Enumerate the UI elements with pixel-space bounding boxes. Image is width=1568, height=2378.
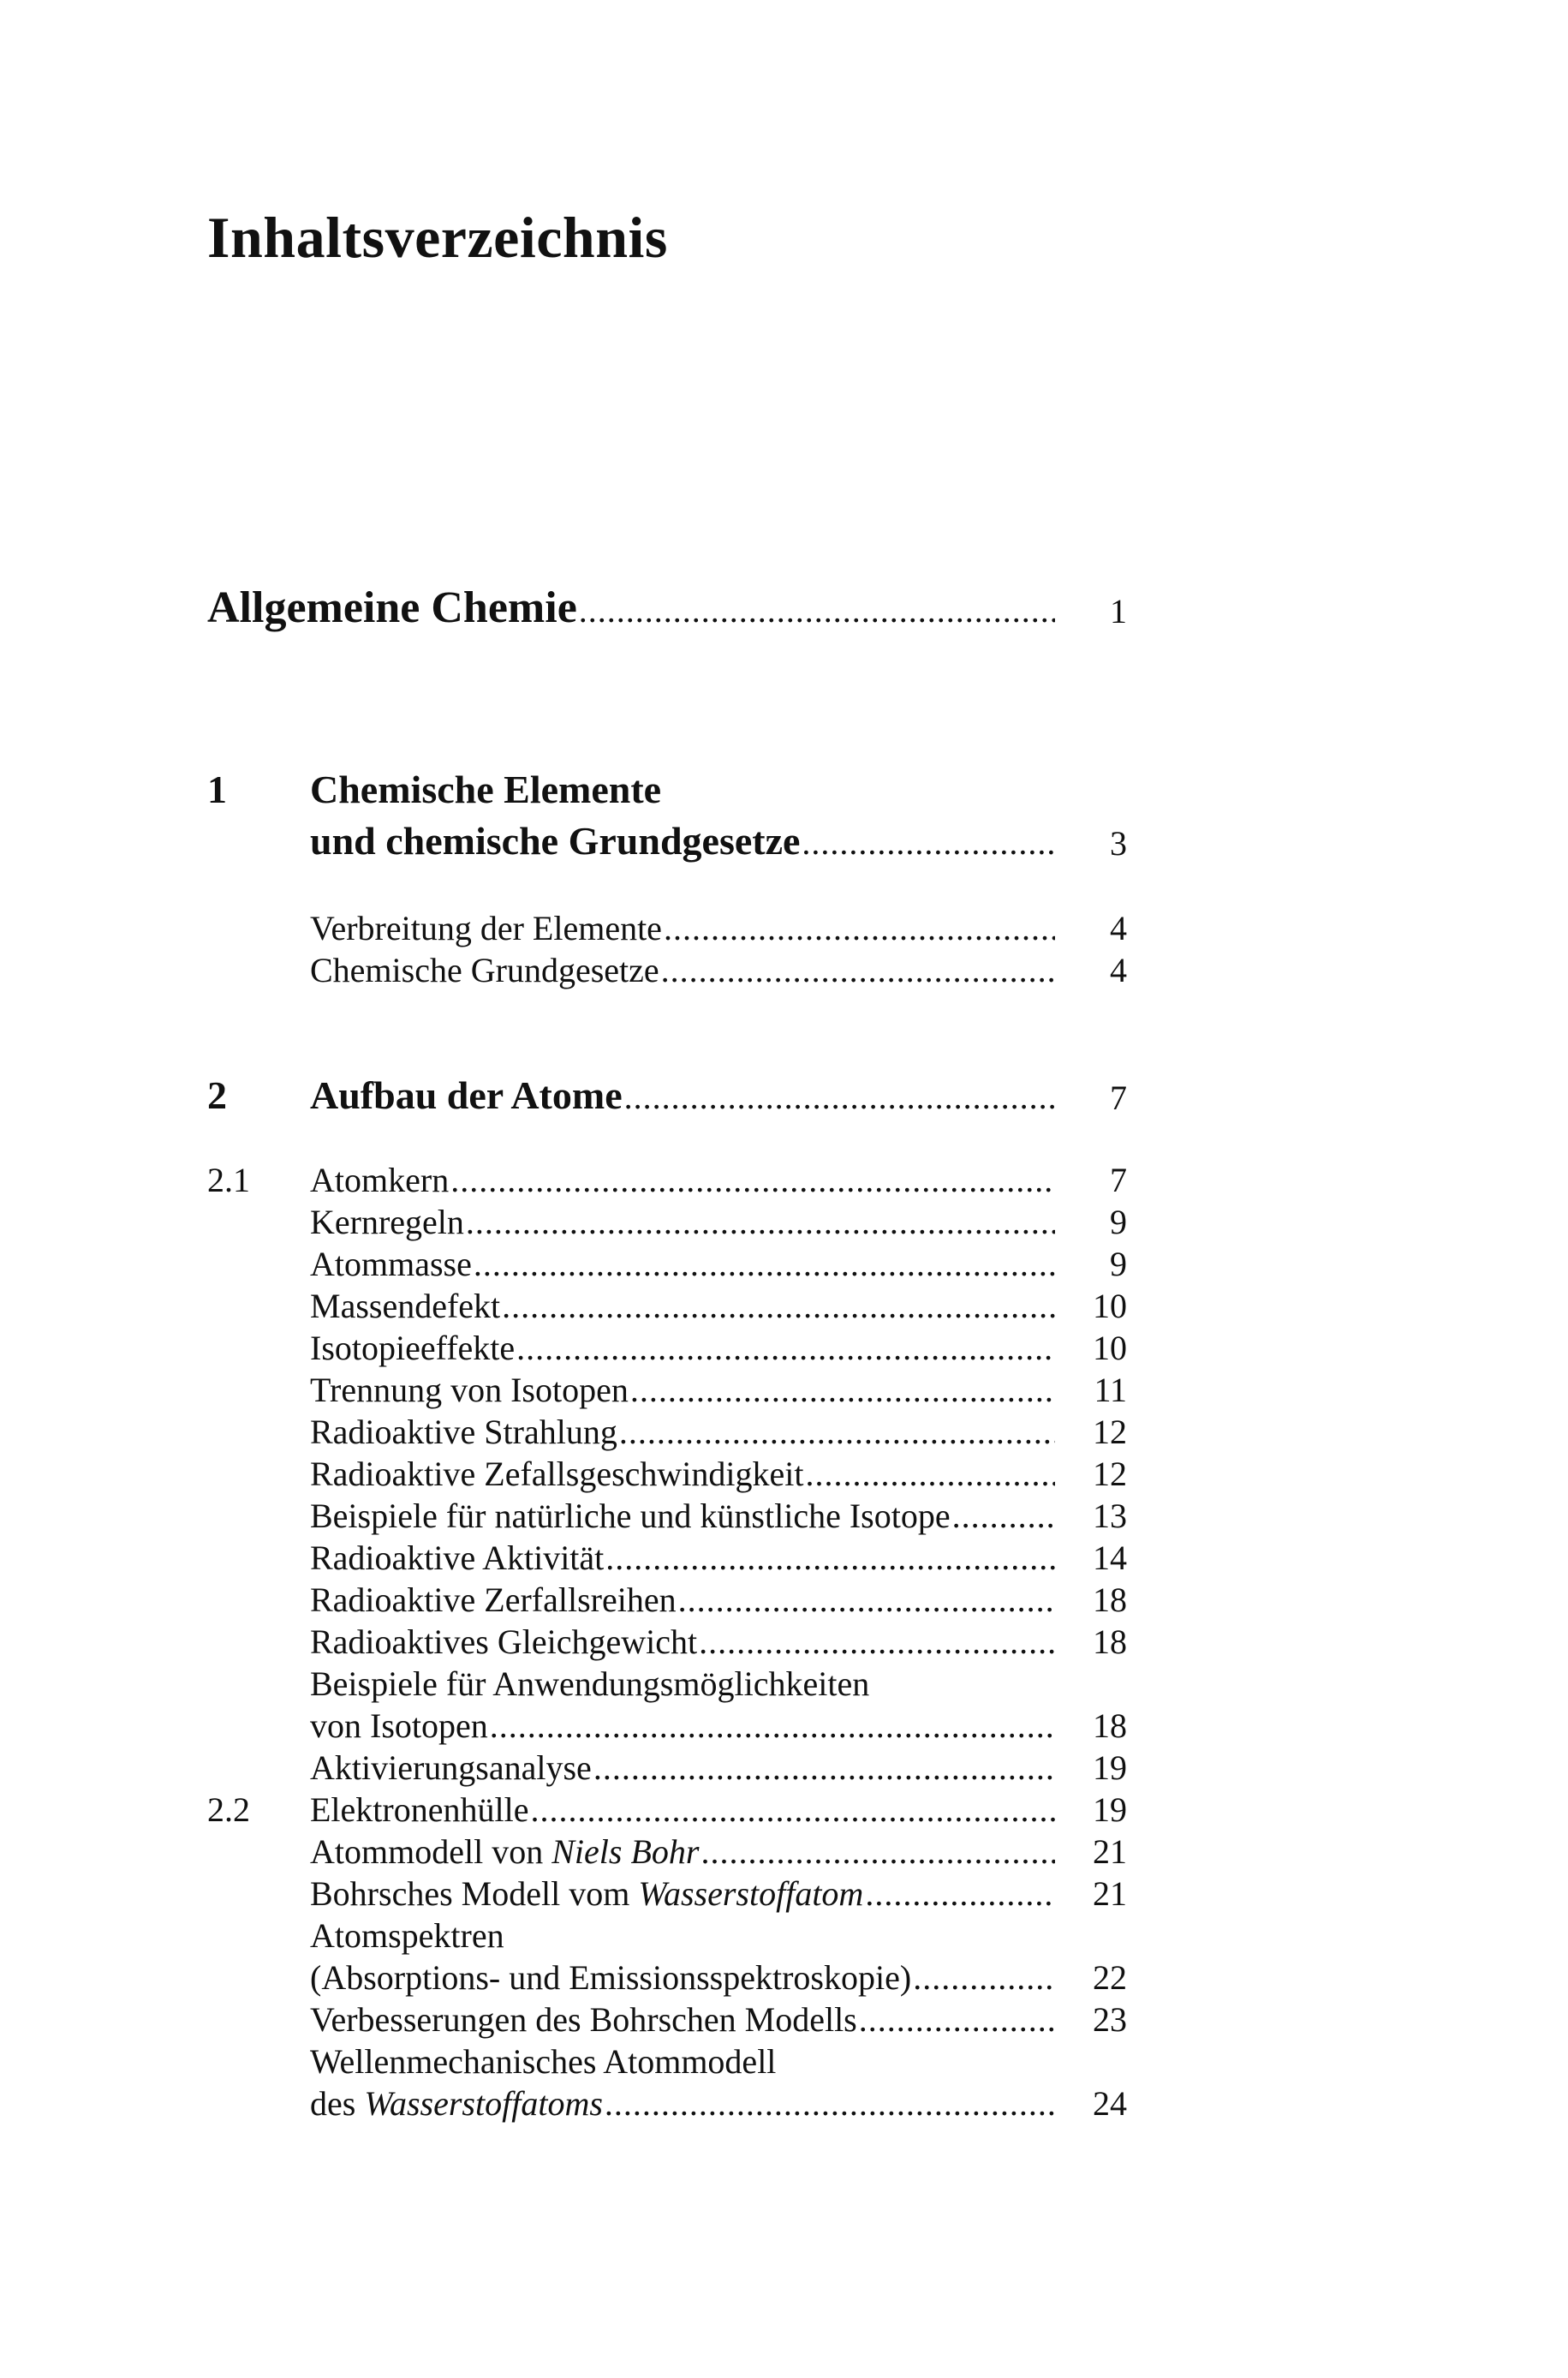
entry-title-plain: Atommodell von bbox=[310, 1832, 552, 1871]
dot-leader bbox=[624, 1077, 1055, 1117]
dot-leader bbox=[630, 1370, 1055, 1410]
page-number: 18 bbox=[1093, 1622, 1127, 1661]
entry-title: Radioaktive Aktivität bbox=[310, 1539, 605, 1577]
page-number: 23 bbox=[1093, 2000, 1127, 2039]
page-number: 4 bbox=[1110, 909, 1127, 947]
entry-title-plain: des bbox=[310, 2084, 365, 2123]
toc-entry[interactable] bbox=[0, 1454, 1568, 1497]
dot-leader bbox=[530, 1789, 1055, 1830]
section-number: 2.2 bbox=[207, 1790, 250, 1829]
toc-entry[interactable] bbox=[0, 1244, 1568, 1287]
page-number: 22 bbox=[1093, 1958, 1127, 1997]
entry-title: Radioaktive Zefallsgeschwindigkeit bbox=[310, 1455, 804, 1493]
dot-leader bbox=[701, 1831, 1055, 1872]
entry-title: Beispiele für Anwendungsmöglichkeiten bbox=[310, 1664, 870, 1703]
part-title: Allgemeine Chemie bbox=[207, 583, 577, 632]
entry-title: Atommasse bbox=[310, 1245, 472, 1283]
dot-leader bbox=[466, 1202, 1055, 1242]
page-number: 10 bbox=[1093, 1329, 1127, 1367]
toc-entry[interactable] bbox=[0, 1538, 1568, 1580]
page-number: 24 bbox=[1093, 2084, 1127, 2123]
toc-entry-line1[interactable] bbox=[0, 2041, 1568, 2084]
page-number: 9 bbox=[1110, 1203, 1127, 1241]
page-number: 13 bbox=[1093, 1497, 1127, 1535]
toc-entry[interactable] bbox=[0, 1748, 1568, 1790]
entry-title-plain: Bohrsches Modell vom bbox=[310, 1874, 639, 1913]
toc-chapter-1-line1[interactable] bbox=[0, 767, 1568, 810]
page-number: 19 bbox=[1093, 1748, 1127, 1787]
page-number: 12 bbox=[1093, 1413, 1127, 1451]
toc-entry-line2[interactable] bbox=[0, 1706, 1568, 1748]
dot-leader bbox=[619, 1412, 1055, 1452]
entry-title: Trennung von Isotopen bbox=[310, 1371, 629, 1409]
toc-entry[interactable] bbox=[0, 1580, 1568, 1622]
dot-leader bbox=[699, 1622, 1055, 1662]
page-number: 12 bbox=[1093, 1455, 1127, 1493]
toc-entry-line1[interactable] bbox=[0, 1915, 1568, 1958]
toc-entry-line1[interactable] bbox=[0, 1664, 1568, 1706]
page-number: 11 bbox=[1094, 1371, 1127, 1409]
dot-leader bbox=[450, 1160, 1055, 1200]
toc-part-entry[interactable] bbox=[0, 583, 1568, 632]
page-title: Inhaltsverzeichnis bbox=[207, 205, 668, 270]
entry-title: Atomkern bbox=[310, 1161, 450, 1199]
page-number: 14 bbox=[1093, 1539, 1127, 1577]
dot-leader bbox=[664, 908, 1055, 948]
dot-leader bbox=[913, 1957, 1055, 1998]
dot-leader bbox=[678, 1580, 1055, 1620]
toc-entry[interactable] bbox=[0, 1160, 1568, 1203]
entry-title-italic: Wasserstoffatom bbox=[638, 1874, 864, 1913]
toc-entry-line2[interactable] bbox=[0, 2083, 1568, 2126]
entry-title: Verbreitung der Elemente bbox=[310, 909, 662, 947]
entry-title: Radioaktives Gleichgewicht bbox=[310, 1622, 698, 1661]
toc-entry[interactable] bbox=[0, 1873, 1568, 1916]
dot-leader bbox=[952, 1496, 1055, 1536]
page-number: 3 bbox=[1110, 824, 1127, 863]
toc-entry-line2[interactable] bbox=[0, 1957, 1568, 2000]
dot-leader bbox=[579, 590, 1055, 630]
entry-title: Chemische Grundgesetze bbox=[310, 951, 659, 989]
dot-leader bbox=[661, 950, 1055, 990]
page-number: 10 bbox=[1093, 1287, 1127, 1325]
dot-leader bbox=[593, 1748, 1055, 1788]
dot-leader bbox=[502, 1286, 1055, 1326]
toc-entry[interactable] bbox=[0, 1328, 1568, 1371]
entry-title: Kernregeln bbox=[310, 1203, 464, 1241]
chapter-title: Chemische Elemente bbox=[310, 768, 662, 811]
toc-entry[interactable] bbox=[0, 1622, 1568, 1664]
entry-title: Atomspektren bbox=[310, 1916, 504, 1955]
toc-entry[interactable] bbox=[0, 1202, 1568, 1245]
entry-title bbox=[310, 1873, 863, 1914]
page-number: 21 bbox=[1093, 1832, 1127, 1871]
entry-title: Isotopieeffekte bbox=[310, 1329, 516, 1367]
toc-entry[interactable] bbox=[0, 1370, 1568, 1413]
page-number: 1 bbox=[1110, 592, 1127, 630]
page-number: 19 bbox=[1093, 1790, 1127, 1829]
page-number: 7 bbox=[1110, 1078, 1127, 1117]
toc-entry[interactable] bbox=[0, 1496, 1568, 1539]
chapter-title: Aufbau der Atome bbox=[310, 1073, 623, 1117]
entry-title: Radioaktive Strahlung bbox=[310, 1413, 617, 1451]
toc-entry[interactable] bbox=[0, 1831, 1568, 1874]
toc-entry[interactable] bbox=[0, 1999, 1568, 2042]
chapter-number: 2 bbox=[207, 1073, 227, 1117]
toc-entry[interactable] bbox=[0, 1412, 1568, 1455]
page-number: 18 bbox=[1093, 1706, 1127, 1745]
entry-title: Aktivierungsanalyse bbox=[310, 1748, 592, 1787]
entry-title bbox=[310, 2083, 603, 2124]
dot-leader bbox=[806, 1454, 1055, 1494]
dot-leader bbox=[859, 1999, 1055, 2040]
entry-title: Elektronenhülle bbox=[310, 1790, 529, 1829]
chapter-title: und chemische Grundgesetze bbox=[310, 819, 801, 863]
toc-entry[interactable] bbox=[0, 1286, 1568, 1329]
toc-entry[interactable] bbox=[0, 1789, 1568, 1832]
entry-title: Verbesserungen des Bohrschen Modells bbox=[310, 2000, 857, 2039]
entry-title: Beispiele für natürliche und künstliche Isotope bbox=[310, 1497, 951, 1535]
entry-title bbox=[310, 1831, 699, 1872]
dot-leader bbox=[474, 1244, 1055, 1284]
page-number: 9 bbox=[1110, 1245, 1127, 1283]
page-number: 21 bbox=[1093, 1874, 1127, 1913]
entry-title-italic: Niels Bohr bbox=[551, 1832, 700, 1871]
dot-leader bbox=[865, 1873, 1055, 1914]
entry-title: (Absorptions- und Emissionsspektroskopie) bbox=[310, 1958, 912, 1997]
dot-leader bbox=[802, 822, 1055, 863]
page-number: 7 bbox=[1110, 1161, 1127, 1199]
toc-entry[interactable] bbox=[0, 950, 1568, 993]
dot-leader bbox=[516, 1328, 1055, 1368]
toc-chapter-1-line2[interactable] bbox=[0, 818, 1568, 861]
entry-title: Radioaktive Zerfallsreihen bbox=[310, 1580, 677, 1619]
dot-leader bbox=[490, 1706, 1055, 1746]
entry-title: Massendefekt bbox=[310, 1287, 501, 1325]
toc-entry[interactable] bbox=[0, 908, 1568, 951]
entry-title: von Isotopen bbox=[310, 1706, 488, 1745]
section-number: 2.1 bbox=[207, 1161, 250, 1199]
page-number: 4 bbox=[1110, 951, 1127, 989]
dot-leader bbox=[605, 1538, 1055, 1578]
dot-leader bbox=[605, 2083, 1055, 2124]
page-number: 18 bbox=[1093, 1580, 1127, 1619]
chapter-number: 1 bbox=[207, 768, 227, 811]
entry-title-italic: Wasserstoffatoms bbox=[364, 2084, 603, 2123]
entry-title: Wellenmechanisches Atommodell bbox=[310, 2042, 777, 2081]
toc-chapter-2[interactable] bbox=[0, 1072, 1568, 1115]
